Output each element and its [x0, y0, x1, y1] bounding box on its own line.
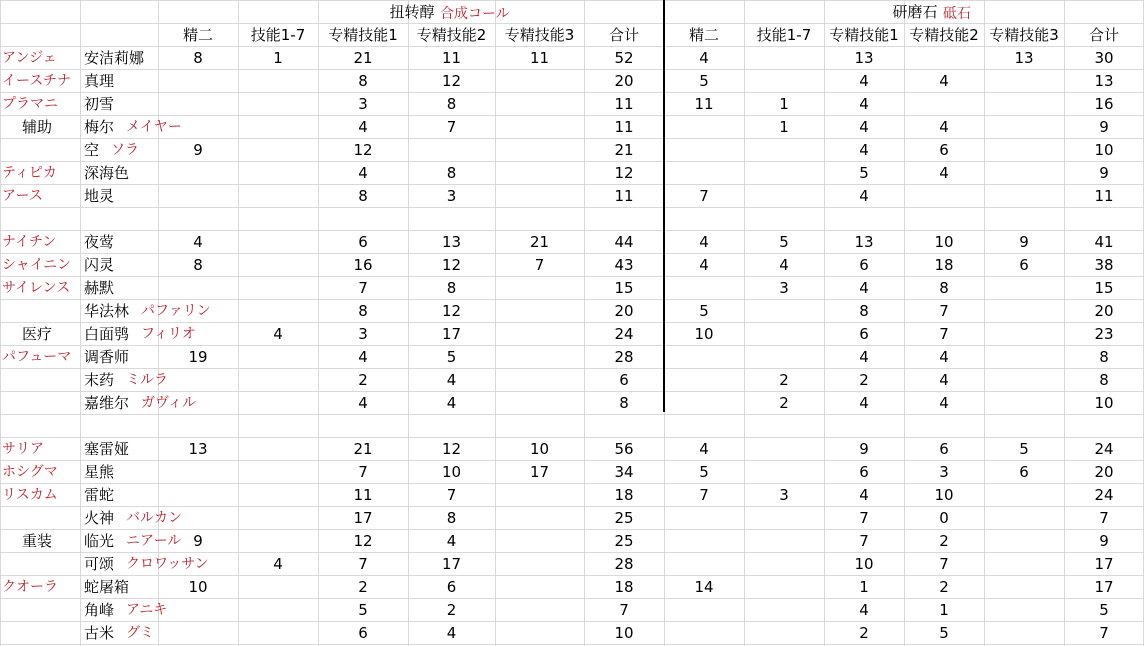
value-cell: 1 [779, 117, 789, 136]
value-cell: 12 [441, 301, 462, 320]
value-cell: 7 [446, 485, 457, 504]
value-cell: 4 [859, 94, 869, 113]
operator-name: 古米 [84, 623, 115, 642]
value-cell: 10 [934, 232, 954, 251]
operator-name: 临光 [84, 531, 115, 550]
value-cell: 2 [939, 531, 949, 550]
value-cell: 2 [939, 577, 949, 596]
value-cell: 8 [358, 71, 368, 90]
value-cell: 6 [939, 140, 949, 159]
value-cell: 4 [699, 48, 709, 67]
column-header: 专精技能1 [328, 26, 398, 44]
value-cell: 3 [446, 186, 457, 205]
value-cell: 6 [859, 462, 869, 481]
value-cell: 13 [1094, 71, 1114, 90]
value-cell: 18 [614, 577, 634, 596]
value-cell: 16 [353, 255, 373, 274]
value-cell: 4 [939, 347, 949, 366]
value-cell: 9 [1099, 163, 1109, 182]
value-cell: 11 [694, 94, 714, 113]
group-title-ja-g2: 砥石 [943, 6, 971, 22]
value-cell: 7 [619, 600, 629, 619]
value-cell: 10 [188, 577, 208, 596]
operator-name-ja: イースチナ [2, 72, 72, 89]
value-cell: 4 [193, 232, 203, 251]
value-cell: 5 [699, 462, 709, 481]
value-cell: 6 [358, 232, 368, 251]
operator-name: 火神 [84, 508, 115, 527]
operator-name-ja: パフューマ [2, 348, 72, 365]
operator-name-ja: サイレンス [2, 279, 71, 296]
operator-name: 角峰 [84, 600, 115, 619]
value-cell: 11 [614, 186, 634, 205]
column-header: 专精技能1 [829, 26, 899, 44]
value-cell: 7 [358, 462, 368, 481]
value-cell: 8 [193, 255, 203, 274]
value-cell: 17 [441, 554, 462, 573]
value-cell: 3 [358, 324, 368, 343]
value-cell: 4 [859, 347, 869, 366]
value-cell: 20 [1094, 462, 1114, 481]
value-cell: 41 [1094, 232, 1114, 251]
operator-name: 闪灵 [84, 255, 115, 274]
value-cell: 13 [188, 439, 208, 458]
value-cell: 6 [859, 255, 869, 274]
value-cell: 18 [934, 255, 954, 274]
operator-name: 嘉维尔 [84, 393, 130, 412]
category-label: 医疗 [22, 324, 53, 343]
operator-name-ja: アンジェ [2, 49, 57, 66]
group-title-ja-g1: 合成コール [440, 6, 510, 22]
value-cell: 8 [358, 301, 368, 320]
value-cell: 12 [441, 255, 462, 274]
column-header: 精二 [182, 26, 213, 44]
value-cell: 8 [446, 278, 457, 297]
value-cell: 17 [529, 462, 550, 481]
value-cell: 6 [939, 439, 949, 458]
value-cell: 10 [854, 554, 874, 573]
value-cell: 4 [939, 393, 949, 412]
column-header: 合计 [1088, 26, 1119, 44]
column-header: 技能1-7 [756, 26, 812, 44]
value-cell: 9 [193, 531, 203, 550]
value-cell: 4 [859, 600, 869, 619]
operator-name: 末药 [84, 370, 115, 389]
value-cell: 12 [353, 140, 373, 159]
value-cell: 10 [694, 324, 714, 343]
operator-name: 塞雷娅 [84, 439, 130, 458]
value-cell: 9 [193, 140, 203, 159]
operator-name: 可颂 [84, 554, 115, 573]
value-cell: 4 [779, 255, 789, 274]
value-cell: 4 [358, 347, 368, 366]
value-cell: 17 [441, 324, 462, 343]
value-cell: 28 [614, 347, 634, 366]
value-cell: 21 [529, 232, 550, 251]
operator-name-ja: クオーラ [2, 578, 58, 595]
value-cell: 43 [614, 255, 634, 274]
value-cell: 7 [358, 278, 368, 297]
value-cell: 10 [1094, 140, 1114, 159]
value-cell: 34 [614, 462, 634, 481]
value-cell: 4 [939, 370, 949, 389]
gridline-vertical [984, 0, 985, 646]
value-cell: 6 [446, 577, 457, 596]
value-cell: 7 [939, 301, 949, 320]
value-cell: 38 [1094, 255, 1114, 274]
value-cell: 7 [699, 186, 709, 205]
operator-name: 星熊 [84, 462, 115, 481]
operator-name-ja-inline: ミルラ [126, 371, 168, 388]
value-cell: 4 [699, 439, 709, 458]
value-cell: 4 [939, 163, 949, 182]
value-cell: 9 [1099, 117, 1109, 136]
value-cell: 4 [358, 393, 368, 412]
value-cell: 4 [699, 255, 709, 274]
value-cell: 6 [358, 623, 368, 642]
value-cell: 4 [859, 117, 869, 136]
operator-name-ja-inline: ニアール [126, 532, 182, 549]
operator-name-ja: ホシグマ [2, 463, 58, 480]
value-cell: 7 [358, 554, 368, 573]
value-cell: 4 [358, 163, 368, 182]
value-cell: 4 [446, 370, 457, 389]
value-cell: 24 [614, 324, 634, 343]
value-cell: 11 [529, 48, 550, 67]
value-cell: 9 [1099, 531, 1109, 550]
column-header: 专精技能2 [416, 26, 487, 44]
value-cell: 21 [353, 439, 373, 458]
value-cell: 6 [859, 324, 869, 343]
value-cell: 8 [446, 163, 457, 182]
value-cell: 21 [353, 48, 373, 67]
value-cell: 11 [1094, 186, 1114, 205]
value-cell: 15 [614, 278, 634, 297]
value-cell: 9 [1019, 232, 1029, 251]
value-cell: 7 [939, 554, 949, 573]
value-cell: 5 [779, 232, 789, 251]
value-cell: 4 [446, 531, 457, 550]
value-cell: 21 [614, 140, 634, 159]
value-cell: 4 [859, 393, 869, 412]
value-cell: 7 [939, 324, 949, 343]
operator-name-ja: リスカム [2, 486, 58, 503]
value-cell: 24 [1094, 485, 1114, 504]
value-cell: 1 [939, 600, 949, 619]
value-cell: 7 [446, 117, 457, 136]
value-cell: 2 [358, 370, 368, 389]
value-cell: 3 [939, 462, 949, 481]
value-cell: 28 [614, 554, 634, 573]
value-cell: 2 [859, 370, 869, 389]
value-cell: 5 [699, 301, 709, 320]
operator-name-ja-inline: バルカン [126, 509, 182, 526]
operator-name-ja-inline: クロワッサン [126, 555, 209, 572]
value-cell: 9 [859, 439, 869, 458]
value-cell: 13 [1014, 48, 1034, 67]
value-cell: 4 [939, 117, 949, 136]
value-cell: 12 [441, 439, 462, 458]
column-header: 精二 [688, 26, 719, 44]
value-cell: 7 [859, 508, 869, 527]
value-cell: 8 [619, 393, 629, 412]
operator-name-ja-inline: メイヤー [126, 118, 182, 135]
value-cell: 4 [273, 554, 283, 573]
value-cell: 1 [859, 577, 869, 596]
operator-name: 华法林 [84, 301, 130, 320]
operator-name: 白面鸮 [84, 324, 130, 343]
gridline-vertical [0, 0, 1, 646]
value-cell: 6 [619, 370, 629, 389]
value-cell: 20 [614, 301, 634, 320]
value-cell: 11 [614, 117, 634, 136]
value-cell: 19 [188, 347, 208, 366]
value-cell: 4 [859, 278, 869, 297]
value-cell: 17 [1094, 577, 1114, 596]
value-cell: 8 [446, 508, 457, 527]
operator-name: 调香师 [84, 347, 130, 366]
value-cell: 25 [614, 531, 634, 550]
column-header: 专精技能3 [989, 26, 1059, 44]
value-cell: 4 [446, 623, 457, 642]
value-cell: 3 [779, 485, 789, 504]
operator-name: 深海色 [84, 163, 130, 182]
gridline-vertical [495, 0, 496, 646]
value-cell: 10 [529, 439, 550, 458]
operator-name-ja-inline: パファリン [141, 302, 211, 319]
operator-name: 赫默 [84, 278, 115, 297]
operator-name: 真理 [84, 71, 115, 90]
value-cell: 17 [353, 508, 373, 527]
value-cell: 17 [1094, 554, 1114, 573]
group-title-g2: 研磨石 [892, 3, 938, 21]
value-cell: 56 [614, 439, 634, 458]
value-cell: 4 [273, 324, 283, 343]
gridline-horizontal [0, 207, 1144, 208]
value-cell: 2 [779, 393, 789, 412]
value-cell: 10 [614, 623, 634, 642]
value-cell: 2 [358, 577, 368, 596]
value-cell: 20 [1094, 301, 1114, 320]
value-cell: 8 [1099, 347, 1109, 366]
operator-name: 夜莺 [84, 232, 115, 251]
value-cell: 11 [614, 94, 634, 113]
value-cell: 5 [699, 71, 709, 90]
value-cell: 6 [1019, 255, 1029, 274]
value-cell: 12 [441, 71, 462, 90]
operator-name-ja-inline: グミ [126, 624, 154, 641]
value-cell: 4 [859, 71, 869, 90]
value-cell: 5 [446, 347, 457, 366]
value-cell: 4 [358, 117, 368, 136]
operator-name: 雷蛇 [84, 485, 115, 504]
operator-name-ja: アース [2, 187, 43, 204]
group-title-g1: 扭转醇 [389, 3, 435, 21]
operator-name: 初雪 [84, 94, 115, 113]
operator-name-ja: サリア [2, 440, 44, 457]
value-cell: 8 [446, 94, 457, 113]
value-cell: 1 [273, 48, 283, 67]
category-label: 重装 [22, 531, 53, 550]
value-cell: 3 [779, 278, 789, 297]
operator-name-ja-inline: フィリオ [141, 325, 196, 342]
value-cell: 18 [614, 485, 634, 504]
operator-name: 安洁莉娜 [84, 48, 145, 67]
value-cell: 13 [854, 48, 874, 67]
operator-name: 地灵 [84, 186, 115, 205]
value-cell: 12 [353, 531, 373, 550]
value-cell: 4 [859, 140, 869, 159]
operator-name: 蛇屠箱 [84, 577, 130, 596]
operator-name-ja-inline: ソラ [111, 141, 139, 158]
value-cell: 14 [694, 577, 714, 596]
value-cell: 20 [614, 71, 634, 90]
value-cell: 2 [446, 600, 457, 619]
value-cell: 15 [1094, 278, 1114, 297]
operator-name-ja: シャイニン [2, 256, 72, 273]
value-cell: 1 [779, 94, 789, 113]
value-cell: 7 [1099, 508, 1109, 527]
operator-name-ja: プラマニ [2, 95, 58, 112]
value-cell: 8 [859, 301, 869, 320]
value-cell: 7 [534, 255, 545, 274]
value-cell: 30 [1094, 48, 1114, 67]
value-cell: 10 [934, 485, 954, 504]
value-cell: 2 [859, 623, 869, 642]
value-cell: 4 [859, 186, 869, 205]
value-cell: 8 [1099, 370, 1109, 389]
value-cell: 4 [699, 232, 709, 251]
value-cell: 5 [1099, 600, 1109, 619]
operator-name: 空 [84, 140, 100, 159]
value-cell: 8 [939, 278, 949, 297]
value-cell: 52 [614, 48, 634, 67]
column-header: 合计 [608, 26, 639, 44]
value-cell: 8 [358, 186, 368, 205]
value-cell: 3 [358, 94, 368, 113]
value-cell: 7 [699, 485, 709, 504]
value-cell: 25 [614, 508, 634, 527]
value-cell: 0 [939, 508, 949, 527]
value-cell: 12 [614, 163, 634, 182]
operator-name-ja-inline: ガヴィル [141, 394, 197, 411]
value-cell: 4 [446, 393, 457, 412]
value-cell: 5 [939, 623, 949, 642]
value-cell: 4 [859, 485, 869, 504]
value-cell: 5 [358, 600, 368, 619]
column-header: 专精技能2 [909, 26, 979, 44]
operator-name-ja-inline: アニキ [126, 601, 168, 618]
value-cell: 10 [1094, 393, 1114, 412]
value-cell: 8 [193, 48, 203, 67]
value-cell: 13 [441, 232, 462, 251]
value-cell: 23 [1094, 324, 1114, 343]
value-cell: 4 [939, 71, 949, 90]
value-cell: 2 [779, 370, 789, 389]
category-label: 辅助 [22, 117, 53, 136]
column-header: 专精技能3 [504, 26, 575, 44]
value-cell: 13 [854, 232, 874, 251]
value-cell: 24 [1094, 439, 1114, 458]
value-cell: 5 [1019, 439, 1029, 458]
value-cell: 7 [1099, 623, 1109, 642]
value-cell: 10 [441, 462, 462, 481]
value-cell: 16 [1094, 94, 1114, 113]
value-cell: 6 [1019, 462, 1029, 481]
value-cell: 11 [353, 485, 373, 504]
value-cell: 11 [441, 48, 462, 67]
operator-name: 梅尔 [84, 117, 115, 136]
operator-name-ja: ティピカ [2, 164, 57, 181]
value-cell: 7 [859, 531, 869, 550]
value-cell: 5 [859, 163, 869, 182]
operator-name-ja: ナイチン [2, 233, 57, 250]
column-header: 技能1-7 [250, 26, 306, 44]
value-cell: 44 [614, 232, 634, 251]
